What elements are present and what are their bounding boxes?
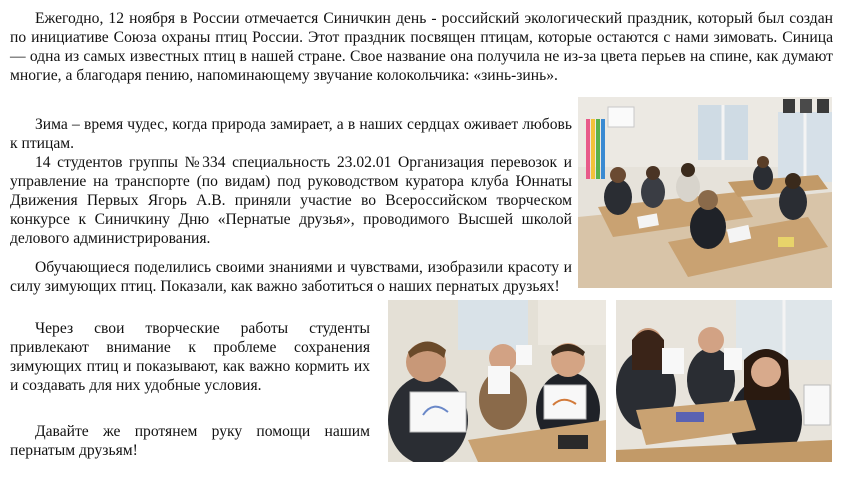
paragraph-intro: Ежегодно, 12 ноября в России отмечается Синичкин день - российский экологический праздник, который был создан по инициативе Союза охраны птиц России. Этот праздник посвящен птицам, которые остаются с нами зимовать. Синица — одна из самых известных птиц в нашей стране. Свое название она получила не из-за цвета перьев на спине, как думают многие, а благодаря пению, напоминающему звучание колокольчика: «зинь-зинь». bbox=[10, 10, 833, 84]
girls-with-drawings-photo bbox=[616, 300, 832, 462]
paragraph-call: Давайте же протянем руку помощи нашим пернатым друзьям! bbox=[10, 423, 370, 459]
paragraph-students: 14 студентов группы №334 специальность 23.02.01 Организация перевозок и управление на транспорте (по видам) под руководством куратора клуба Юннаты Движения Первых Ягорь А.В. приняли участие во Всероссийском творческом конкурсе к Синичкину Дню «Пернатые друзья», проводимого Высшей школой делового администрирования. bbox=[10, 154, 572, 247]
paragraph-shared: Обучающиеся поделились своими знаниями и чувствами, изобразили красоту и силу зимующих птиц. Показали, как важно заботиться о наших пернатых друзьях! bbox=[10, 259, 572, 295]
paragraph-attention: Через свои творческие работы студенты привлекают внимание к проблеме сохранения зимующих птиц и показывают, как важно кормить их и создавать для них удобные условия. bbox=[10, 320, 370, 394]
students-with-drawings-photo bbox=[388, 300, 606, 462]
paragraph-winter: Зима – время чудес, когда природа замирает, а в наших сердцах оживает любовь к птицам. bbox=[10, 116, 572, 152]
classroom-photo bbox=[578, 97, 832, 288]
